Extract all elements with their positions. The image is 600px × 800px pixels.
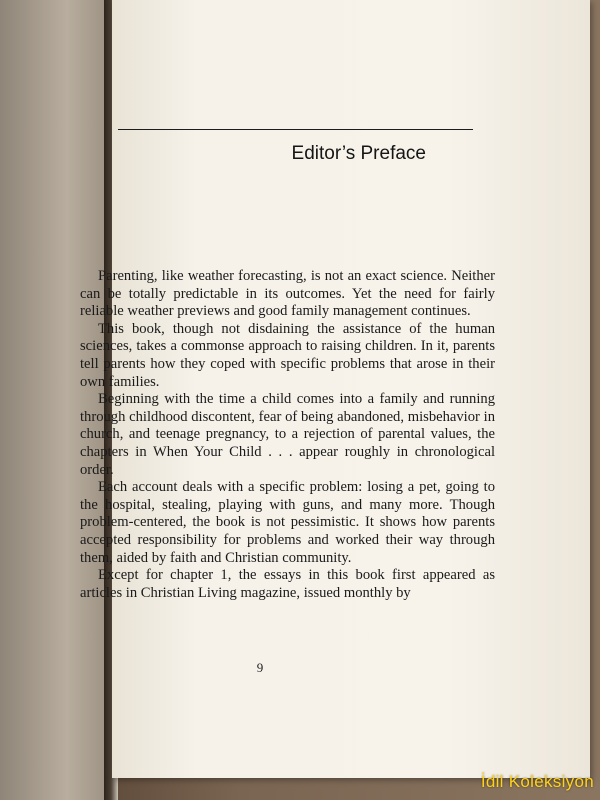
watermark: İdil Koleksiyon — [480, 772, 594, 791]
paragraph-4: Each account deals with a specific problem: losing a pet, going to the hospital, stealing, playing with guns, and many more. Though problem-centered, the book is not pessimistic. It shows how parents accepted responsibility for problems and worked their way through them, aided by faith and Christian community. — [80, 479, 495, 566]
heading-rule — [118, 129, 473, 130]
paragraph-1: Parenting, like weather forecasting, is not an exact science. Neither can be totally predictable in its outcomes. Yet the need for fairly reliable weather previews and good family management continues. — [80, 268, 495, 320]
paragraph-3: Beginning with the time a child comes into a family and running through childhood discontent, fear of being abandoned, misbehavior in church, and teenage pregnancy, to a rejection of parental values, the chapters in When Your Child . . . appear roughly in chronological order. — [80, 391, 495, 478]
paragraph-5: Except for chapter 1, the essays in this book first appeared as articles in Christian Living magazine, issued monthly by — [80, 567, 495, 601]
paragraph-2: This book, though not disdaining the assistance of the human sciences, takes a commonse approach to raising children. In it, parents tell parents how they coped with specific problems that arose in their own families. — [80, 320, 495, 390]
body-text — [80, 268, 495, 602]
page-title: Editor’s Preface — [291, 143, 426, 164]
page-number: 9 — [256, 660, 264, 675]
